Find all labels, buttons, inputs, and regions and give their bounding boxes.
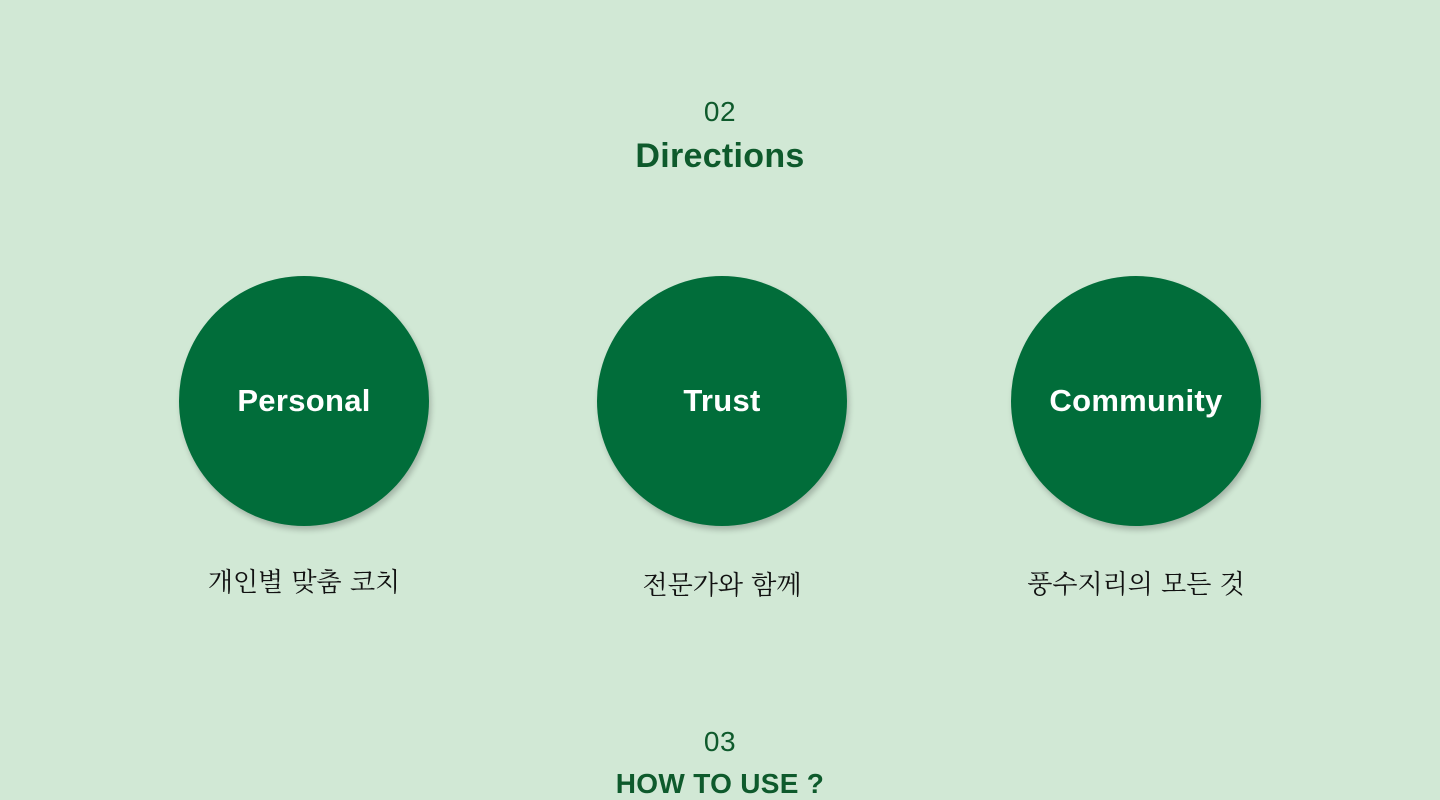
personal-circle-label: Personal: [237, 383, 371, 418]
community-caption: 풍수지리의 모든 것: [1027, 570, 1245, 600]
directions-section-title: Directions: [635, 137, 805, 175]
trust-circle-label: Trust: [683, 383, 761, 418]
how-to-use-section-title: HOW TO USE ?: [615, 768, 825, 799]
trust-caption: 전문가와 함께: [642, 571, 802, 601]
community-circle: [1011, 276, 1261, 526]
trust-circle: [597, 276, 847, 526]
directions-section-number: 02: [703, 96, 737, 127]
directions-section-header: [0, 96, 1440, 176]
community-circle-label: Community: [1049, 383, 1223, 418]
how-to-use-section-header: [0, 726, 1440, 800]
how-to-use-section-number: 03: [703, 726, 737, 757]
personal-circle: [179, 276, 429, 526]
personal-caption: 개인별 맞춤 코치: [207, 568, 401, 598]
